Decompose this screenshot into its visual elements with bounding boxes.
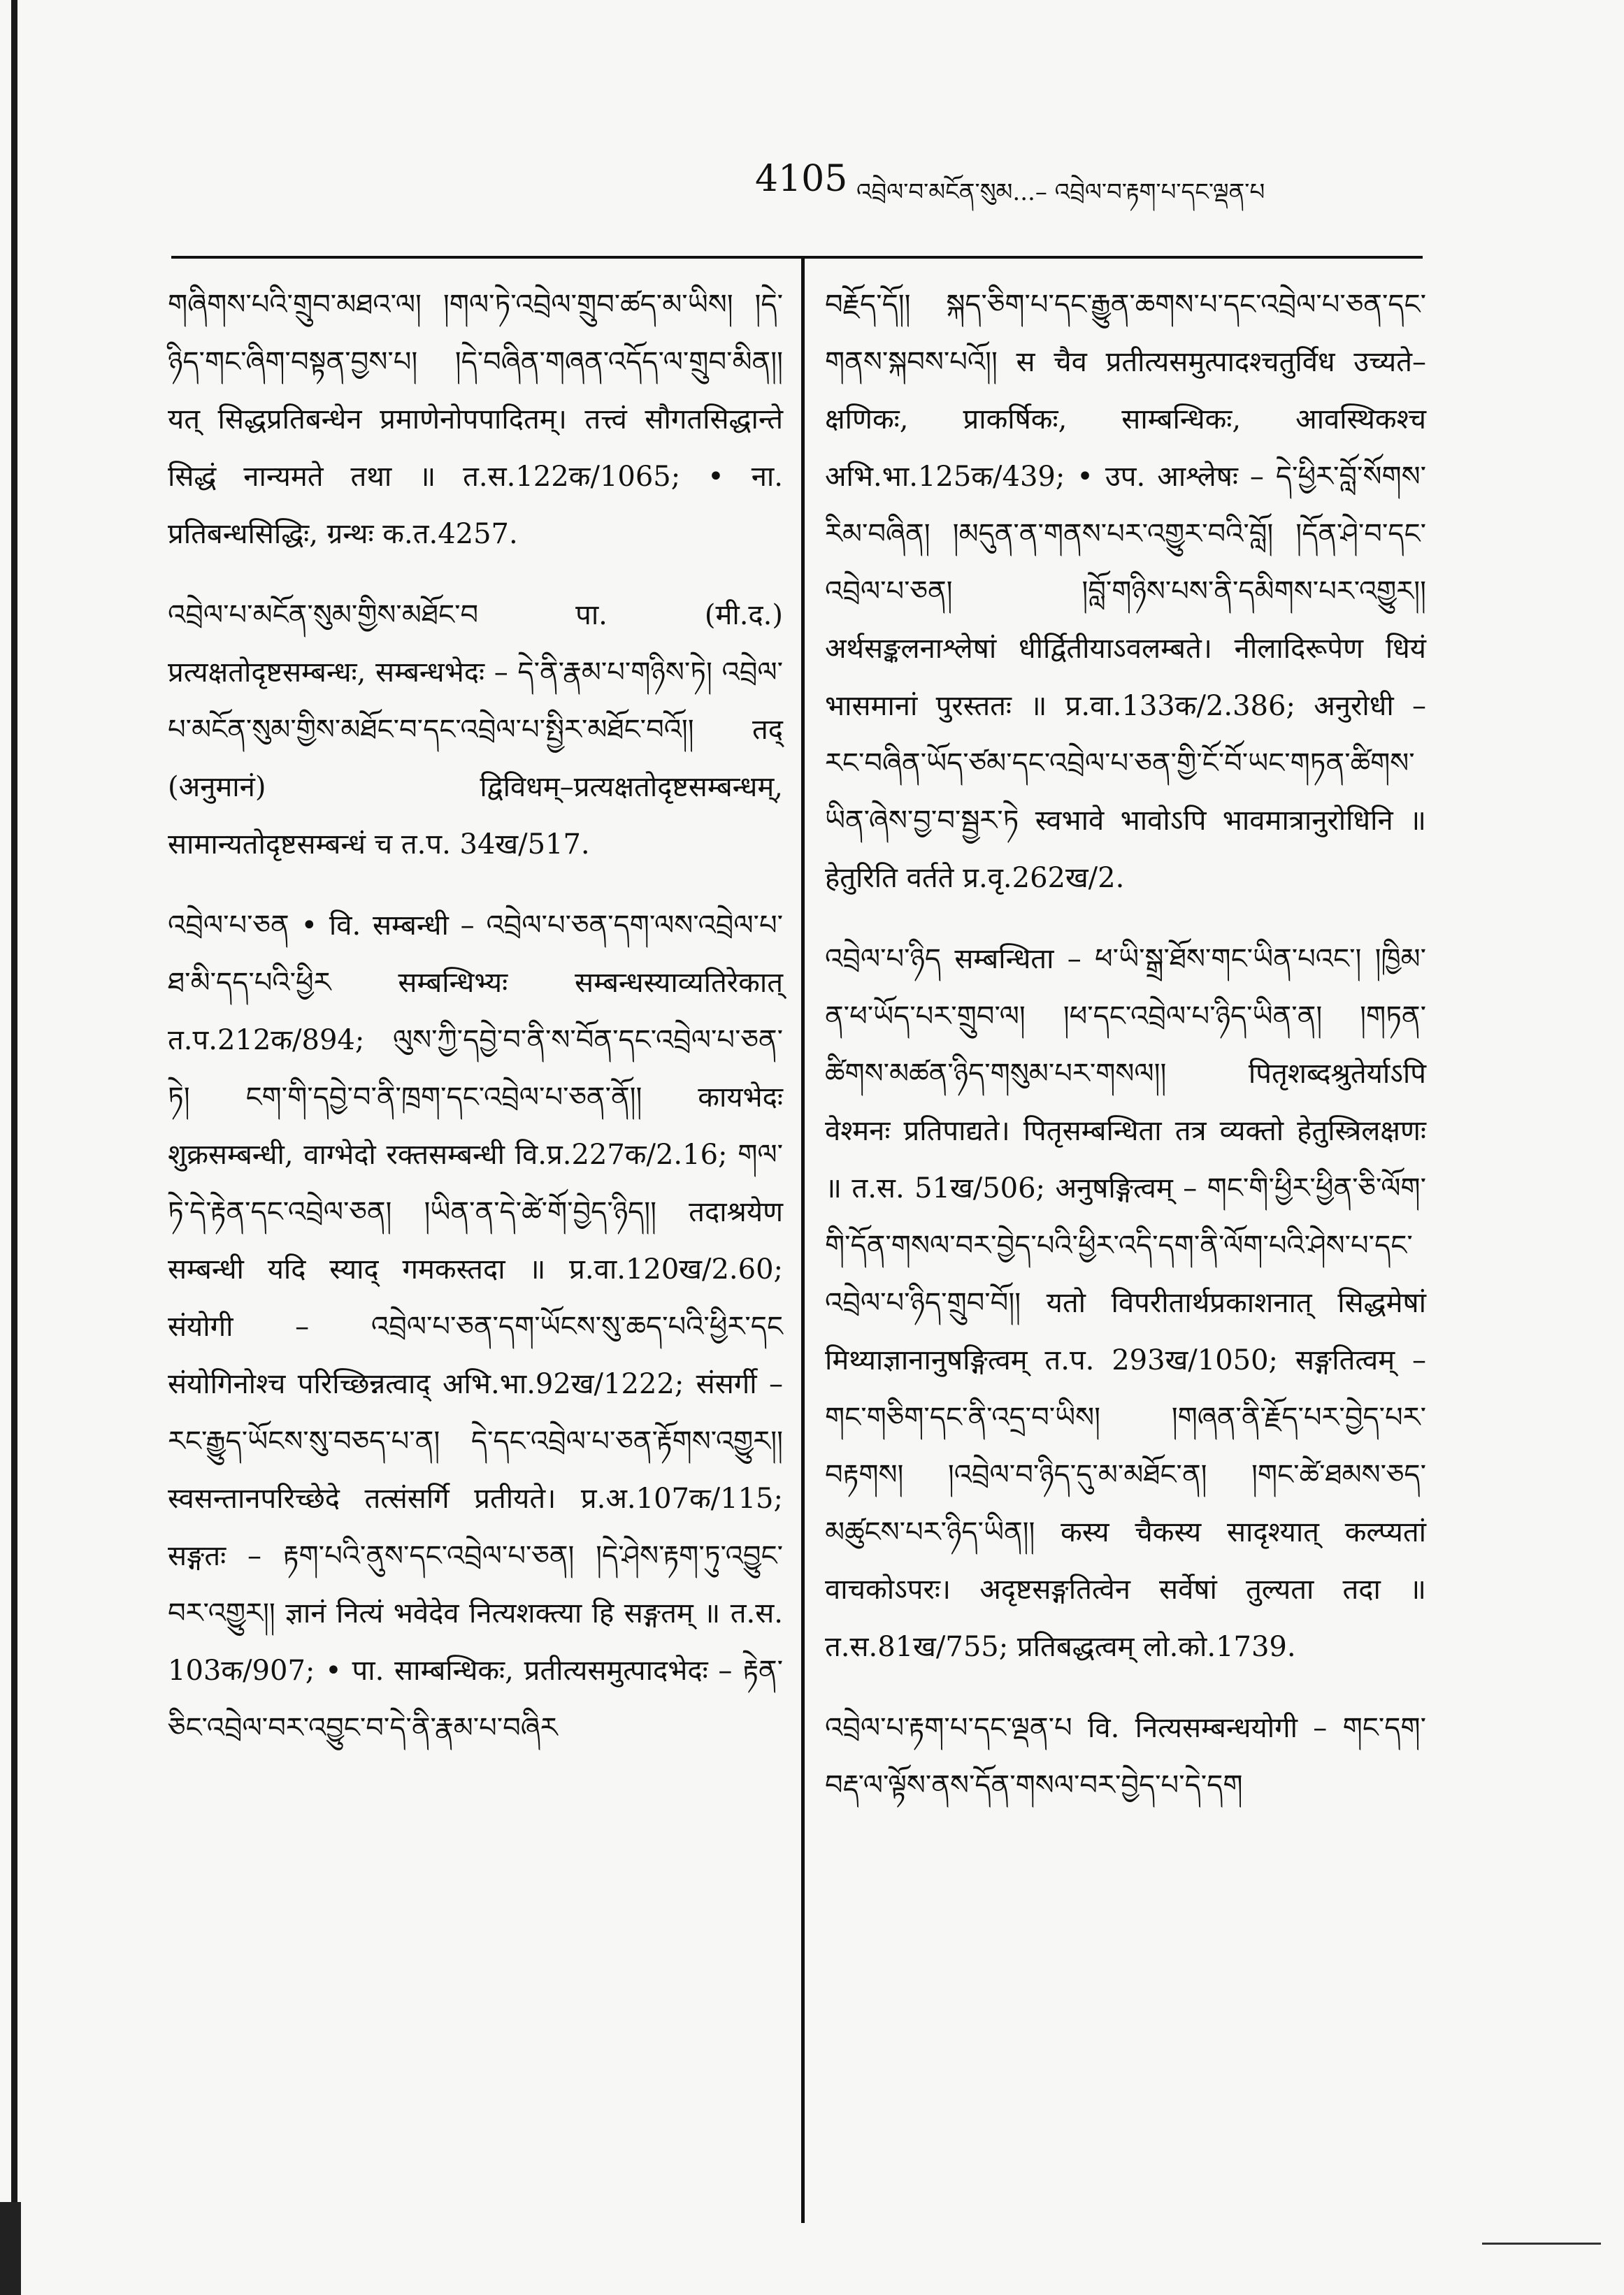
left-column [168, 276, 783, 1780]
right-column [825, 276, 1426, 1838]
page-binding-edge [11, 0, 17, 2202]
dictionary-entry [168, 587, 783, 873]
entry-text: བརྗོད་དོ།། སྐད་ཅིག་པ་དང་རྒྱུན་ཆགས་པ་དང་འབྲེལ་པ་ཅན་དང་གནས་སྐབས་པའོ།། स चैव प्रतीत्यसमुत्पादश्चतुर्विध उच्यते–क्षणिकः, प्राकर्षिकः, साम्बन्धिकः, आवस्थिकश्च अभि.भा.125क/439; • उप. आश्लेषः – དེ་ཕྱིར་བློ་སོགས་རིམ་བཞིན། །མདུན་ན་གནས་པར་འགྱུར་བའི་བློ། །དོན་ཤེ་བ་དང་འབྲེལ་པ་ཅན། །བློ་གཉིས་པས་ནི་དམིགས་པར་འགྱུར།། अर्थसङ्कलनाश्लेषां धीर्द्वितीयाऽवलम्बते। नीलादिरूपेण धियं भासमानां पुरस्ततः ॥ प्र.वा.133क/2.386; अनुरोधी – རང་བཞིན་ཡོད་ཙམ་དང་འབྲེལ་པ་ཅན་གྱི་ངོ་བོ་ཡང་གཏན་ཚིགས་ཡིན་ཞེས་བྱ་བ་སྦྱར་ཏེ स्वभावे भावोऽपि भावमात्रानुरोधिनि ॥ हेतुरिति वर्तते प्र.वृ.262ख/2. [825, 289, 1426, 894]
entry-text: གཞིགས་པའི་གྲུབ་མཐའ་ལ། །གལ་ཏེ་འབྲེལ་གྲུབ་ཚད་མ་ཡིས། །དེ་ཉིད་གང་ཞིག་བསྟན་བྱས་པ། །དེ་བཞིན་གཞན་འདོད་ལ་གྲུབ་མིན།། यत् सिद्धप्रतिबन्धेन प्रमाणेनोपपादितम्। तत्त्वं सौगतसिद्धान्ते सिद्धं नान्यमते तथा ॥ त.स.122क/1065; • ना. प्रतिबन्धसिद्धिः, ग्रन्थः क.त.4257. [168, 289, 783, 550]
entry-text: འབྲེལ་པ་མངོན་སུམ་གྱིས་མཐོང་བ पा. (मी.द.) प्रत्यक्षतोदृष्टसम्बन्धः, सम्बन्धभेदः – དེ་ནི་རྣམ་པ་གཉིས་ཏེ། འབྲེལ་པ་མངོན་སུམ་གྱིས་མཐོང་བ་དང་འབྲེལ་པ་སྤྱིར་མཐོང་བའོ།། तद् (अनुमानं) द्विविधम्–प्रत्यक्षतोदृष्टसम्बन्धम्, सामान्यतोदृष्टसम्बन्धं च त.प. 34ख/517. [168, 599, 783, 861]
entry-text: འབྲེལ་པ་རྟག་པ་དང་ལྡན་པ वि. नित्यसम्बन्धयोगी – གང་དག་བརྡ་ལ་ལྟོས་ནས་དོན་གསལ་བར་བྱེད་པ་དེ་དག [825, 1712, 1426, 1801]
dictionary-entry [168, 276, 783, 563]
dictionary-entry [825, 1699, 1426, 1814]
column-divider [801, 259, 805, 2223]
bottom-rule [1482, 2243, 1601, 2245]
header-range: འབྲེལ་བ་མངོན་སུམ...– འབྲེལ་བ་རྟག་པ་དང་ལྡན་པ [856, 178, 1265, 206]
dictionary-entry [825, 276, 1426, 907]
header-rule [171, 256, 1423, 259]
entry-text: འབྲེལ་པ་ཉིད सम्बन्धिता – ཕ་ཡི་སྒྲ་ཐོས་གང་ཡིན་པའང་། །ཁྱིམ་ན་ཕ་ཡོད་པར་གྲུབ་ལ། །ཕ་དང་འབྲེལ་པ་ཉིད་ཡིན་ན། །གཏན་ཚིགས་མཚན་ཉིད་གསུམ་པར་གསལ།། पितृशब्दश्रुतेर्याऽपि वेश्मनः प्रतिपाद्यते। पितृसम्बन्धिता तत्र व्यक्तो हेतुस्त्रिलक्षणः ॥ त.स. 51ख/506; अनुषङ्गित्वम् – གང་གི་ཕྱིར་ཕྱིན་ཅི་ལོག་གི་དོན་གསལ་བར་བྱེད་པའི་ཕྱིར་འདི་དག་ནི་ལོག་པའི་ཤེས་པ་དང་འབྲེལ་པ་ཉིད་གྲུབ་བོ།། यतो विपरीतार्थप्रकाशनात् सिद्धमेषां मिथ्याज्ञानानुषङ्गित्वम् त.प. 293ख/1050; सङ्गतित्वम् – གང་གཅིག་དང་ནི་འདྲ་བ་ཡིས། །གཞན་ནི་རྗོད་པར་བྱེད་པར་བརྟགས། །འབྲེལ་བ་ཉིད་དུ་མ་མཐོང་ན། །གང་ཚེ་ཐམས་ཅད་མཚུངས་པར་ཉིད་ཡིན།། कस्य चैकस्य सादृश्यात् कल्प्यतां वाचकोऽपरः। अदृष्टसङ्गतित्वेन सर्वेषां तुल्यता तदा ॥ त.स.81ख/755; प्रतिबद्धत्वम् लो.को.1739. [825, 943, 1426, 1663]
page-header [755, 152, 1540, 215]
dictionary-entry [825, 930, 1426, 1676]
entry-text: འབྲེལ་པ་ཅན • वि. सम्बन्धी – འབྲེལ་པ་ཅན་དག་ལས་འབྲེལ་པ་ཐ་མི་དད་པའི་ཕྱིར सम्बन्धिभ्यः सम्बन्धस्याव्यतिरेकात् त.प.212क/894; ལུས་ཀྱི་དབྱེ་བ་ནི་ས་བོན་དང་འབྲེལ་པ་ཅན་ཏེ། ངག་གི་དབྱེ་བ་ནི་ཁྲག་དང་འབྲེལ་པ་ཅན་ནོ།། कायभेदः शुक्रसम्बन्धी, वाग्भेदो रक्तसम्बन्धी वि.प्र.227क/2.16; གལ་ཏེ་དེ་རྟེན་དང་འབྲེལ་ཅན། །ཡིན་ན་དེ་ཚེ་གོ་བྱེད་ཉིད།། तदाश्रयेण सम्बन्धी यदि स्याद् गमकस्तदा ॥ प्र.वा.120ख/2.60; संयोगी – འབྲེལ་པ་ཅན་དག་ཡོངས་སུ་ཆད་པའི་ཕྱིར་དང संयोगिनोश्च परिच्छिन्नत्वाद् अभि.भा.92ख/1222; संसर्गी – རང་རྒྱུད་ཡོངས་སུ་བཅད་པ་ན། དེ་དང་འབྲེལ་པ་ཅན་རྟོགས་འགྱུར།། स्वसन्तानपरिच्छेदे तत्संसर्गि प्रतीयते। प्र.अ.107क/115; सङ्गतः – རྟག་པའི་ནུས་དང་འབྲེལ་པ་ཅན། །དེ་ཤེས་རྟག་ཏུ་འབྱུང་བར་འགྱུར།། ज्ञानं नित्यं भवेदेव नित्यशक्त्या हि सङ्गतम् ॥ त.स. 103क/907; • पा. साम्बन्धिकः, प्रतीत्यसमुत्पादभेदः – རྟེན་ཅིང་འབྲེལ་བར་འབྱུང་བ་དེ་ནི་རྣམ་པ་བཞིར [168, 909, 783, 1744]
dictionary-entry [168, 897, 783, 1757]
page-number: 4105 [755, 158, 848, 200]
binding-foot-mark [0, 2202, 21, 2295]
